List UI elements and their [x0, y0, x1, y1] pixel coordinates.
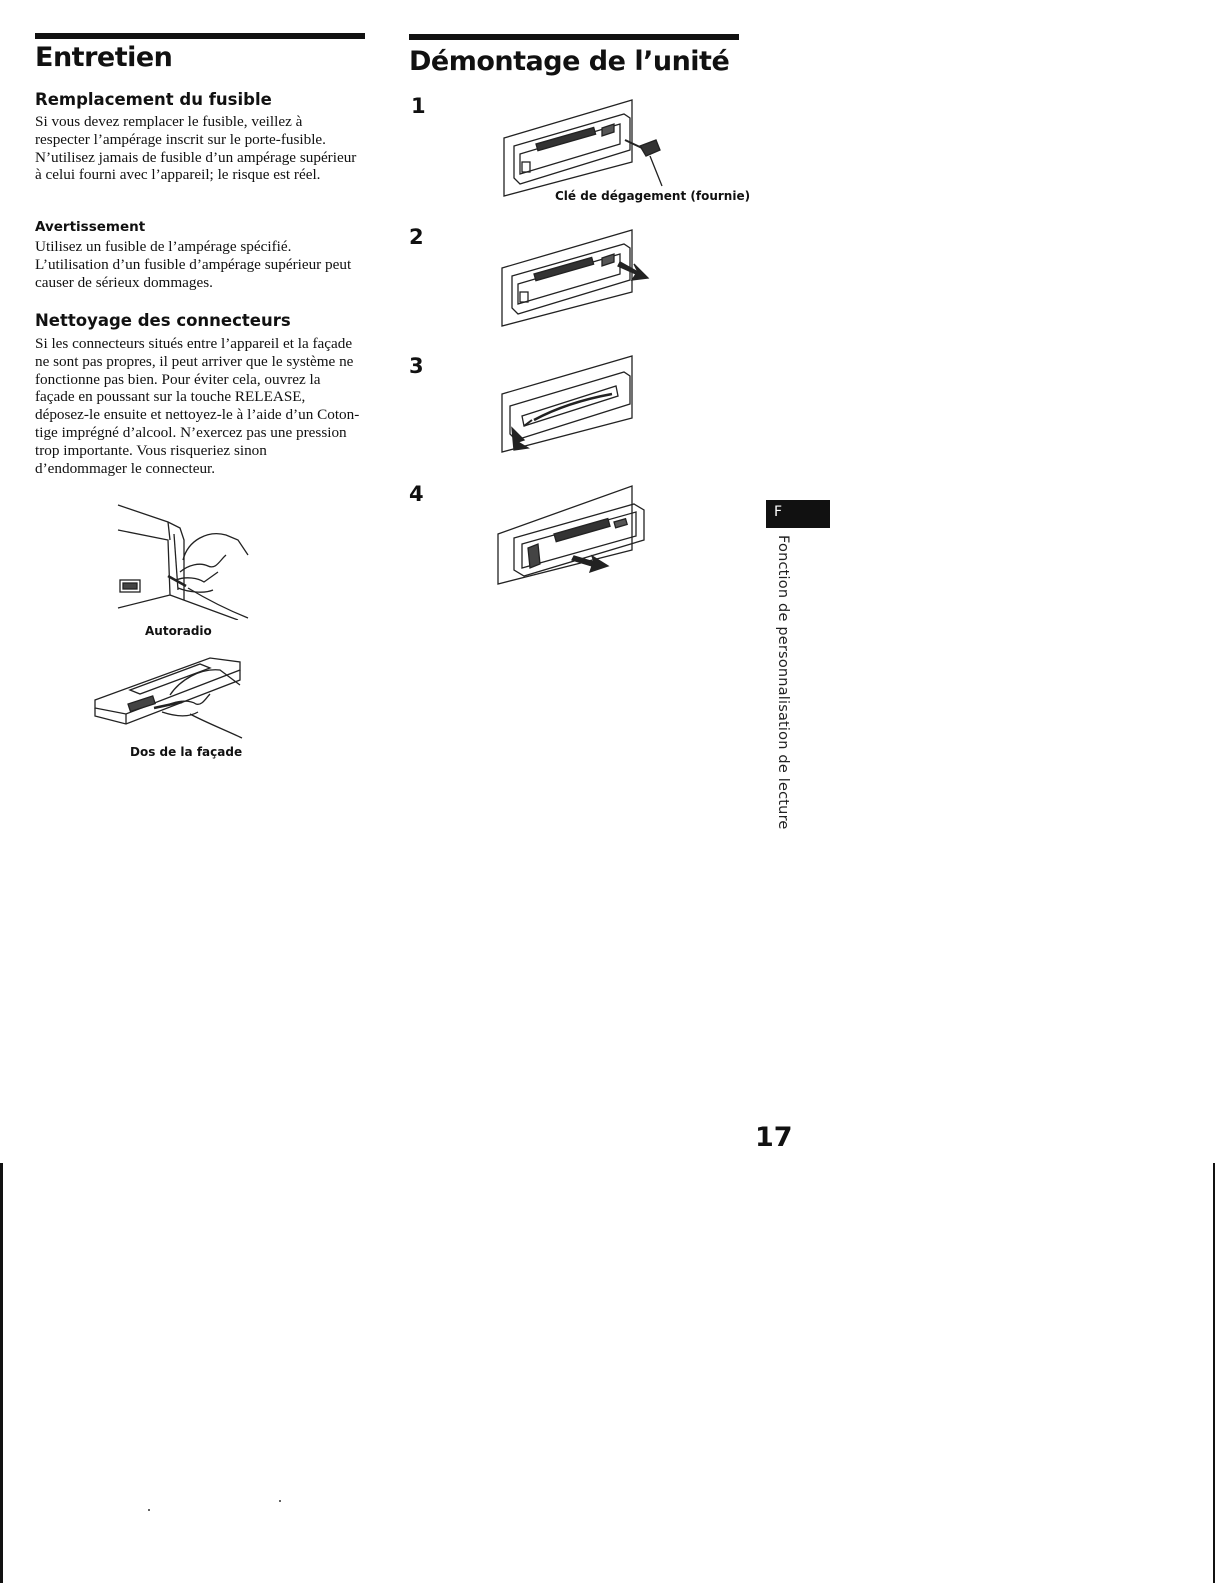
section-title-demontage: Démontage de l’unité: [409, 46, 730, 77]
step-4-illustration: [496, 482, 646, 587]
section-title-entretien: Entretien: [35, 42, 173, 73]
step-2-illustration: [500, 228, 660, 328]
heading-fuse: Remplacement du fusible: [35, 90, 272, 109]
facade-caption: Dos de la façade: [130, 745, 243, 759]
autoradio-cleaning-illustration: [108, 500, 258, 620]
scan-speck: [148, 1509, 150, 1511]
step-number-2: 2: [409, 225, 424, 249]
autoradio-caption: Autoradio: [145, 624, 212, 638]
step-1-illustration: [500, 98, 670, 198]
step-number-4: 4: [409, 482, 424, 506]
heading-connectors: Nettoyage des connecteurs: [35, 311, 291, 330]
scan-edge-left: [0, 1163, 3, 1583]
release-key-caption: Clé de dégagement (fournie): [555, 189, 751, 203]
scan-speck: [279, 1500, 281, 1502]
warning-paragraph: Utilisez un fusible de l’ampérage spécifié. L’utilisation d’un fusible d’ampérage supérieur peut causer de sérieux dommages.: [35, 238, 352, 291]
left-title-rule: [35, 33, 365, 39]
step-3-illustration: [500, 354, 650, 454]
connectors-paragraph: Si les connecteurs situés entre l’appareil et la façade ne sont pas propres, il peut arriver que le système ne fonctionne pas bien. Pour éviter cela, ouvrez la façade en poussant sur la touche RELEASE, déposez-le ensuite et nettoyez-le à l’aide d’un Coton-tige imprégné d’alcool. N’exercez pas une pression trop importante. Vous risqueriez sinon d’endommager le connecteur.: [35, 335, 360, 477]
step-number-3: 3: [409, 354, 424, 378]
fuse-paragraph: Si vous devez remplacer le fusible, veillez à respecter l’ampérage inscrit sur le porte-fusible. N’utilisez jamais de fusible d’un ampérage supérieur à celui fourni avec l’appareil; le risque est réel.: [35, 113, 357, 184]
page-number: 17: [755, 1122, 793, 1153]
language-tab-letter: F: [774, 504, 783, 520]
language-tab-f: [766, 500, 830, 528]
side-section-label: Fonction de personnalisation de lecture: [775, 535, 791, 830]
right-title-rule: [409, 34, 739, 40]
step-number-1: 1: [411, 94, 426, 118]
scan-edge-right: [1213, 1163, 1215, 1583]
facade-back-cleaning-illustration: [90, 650, 250, 742]
heading-warning: Avertissement: [35, 219, 146, 235]
